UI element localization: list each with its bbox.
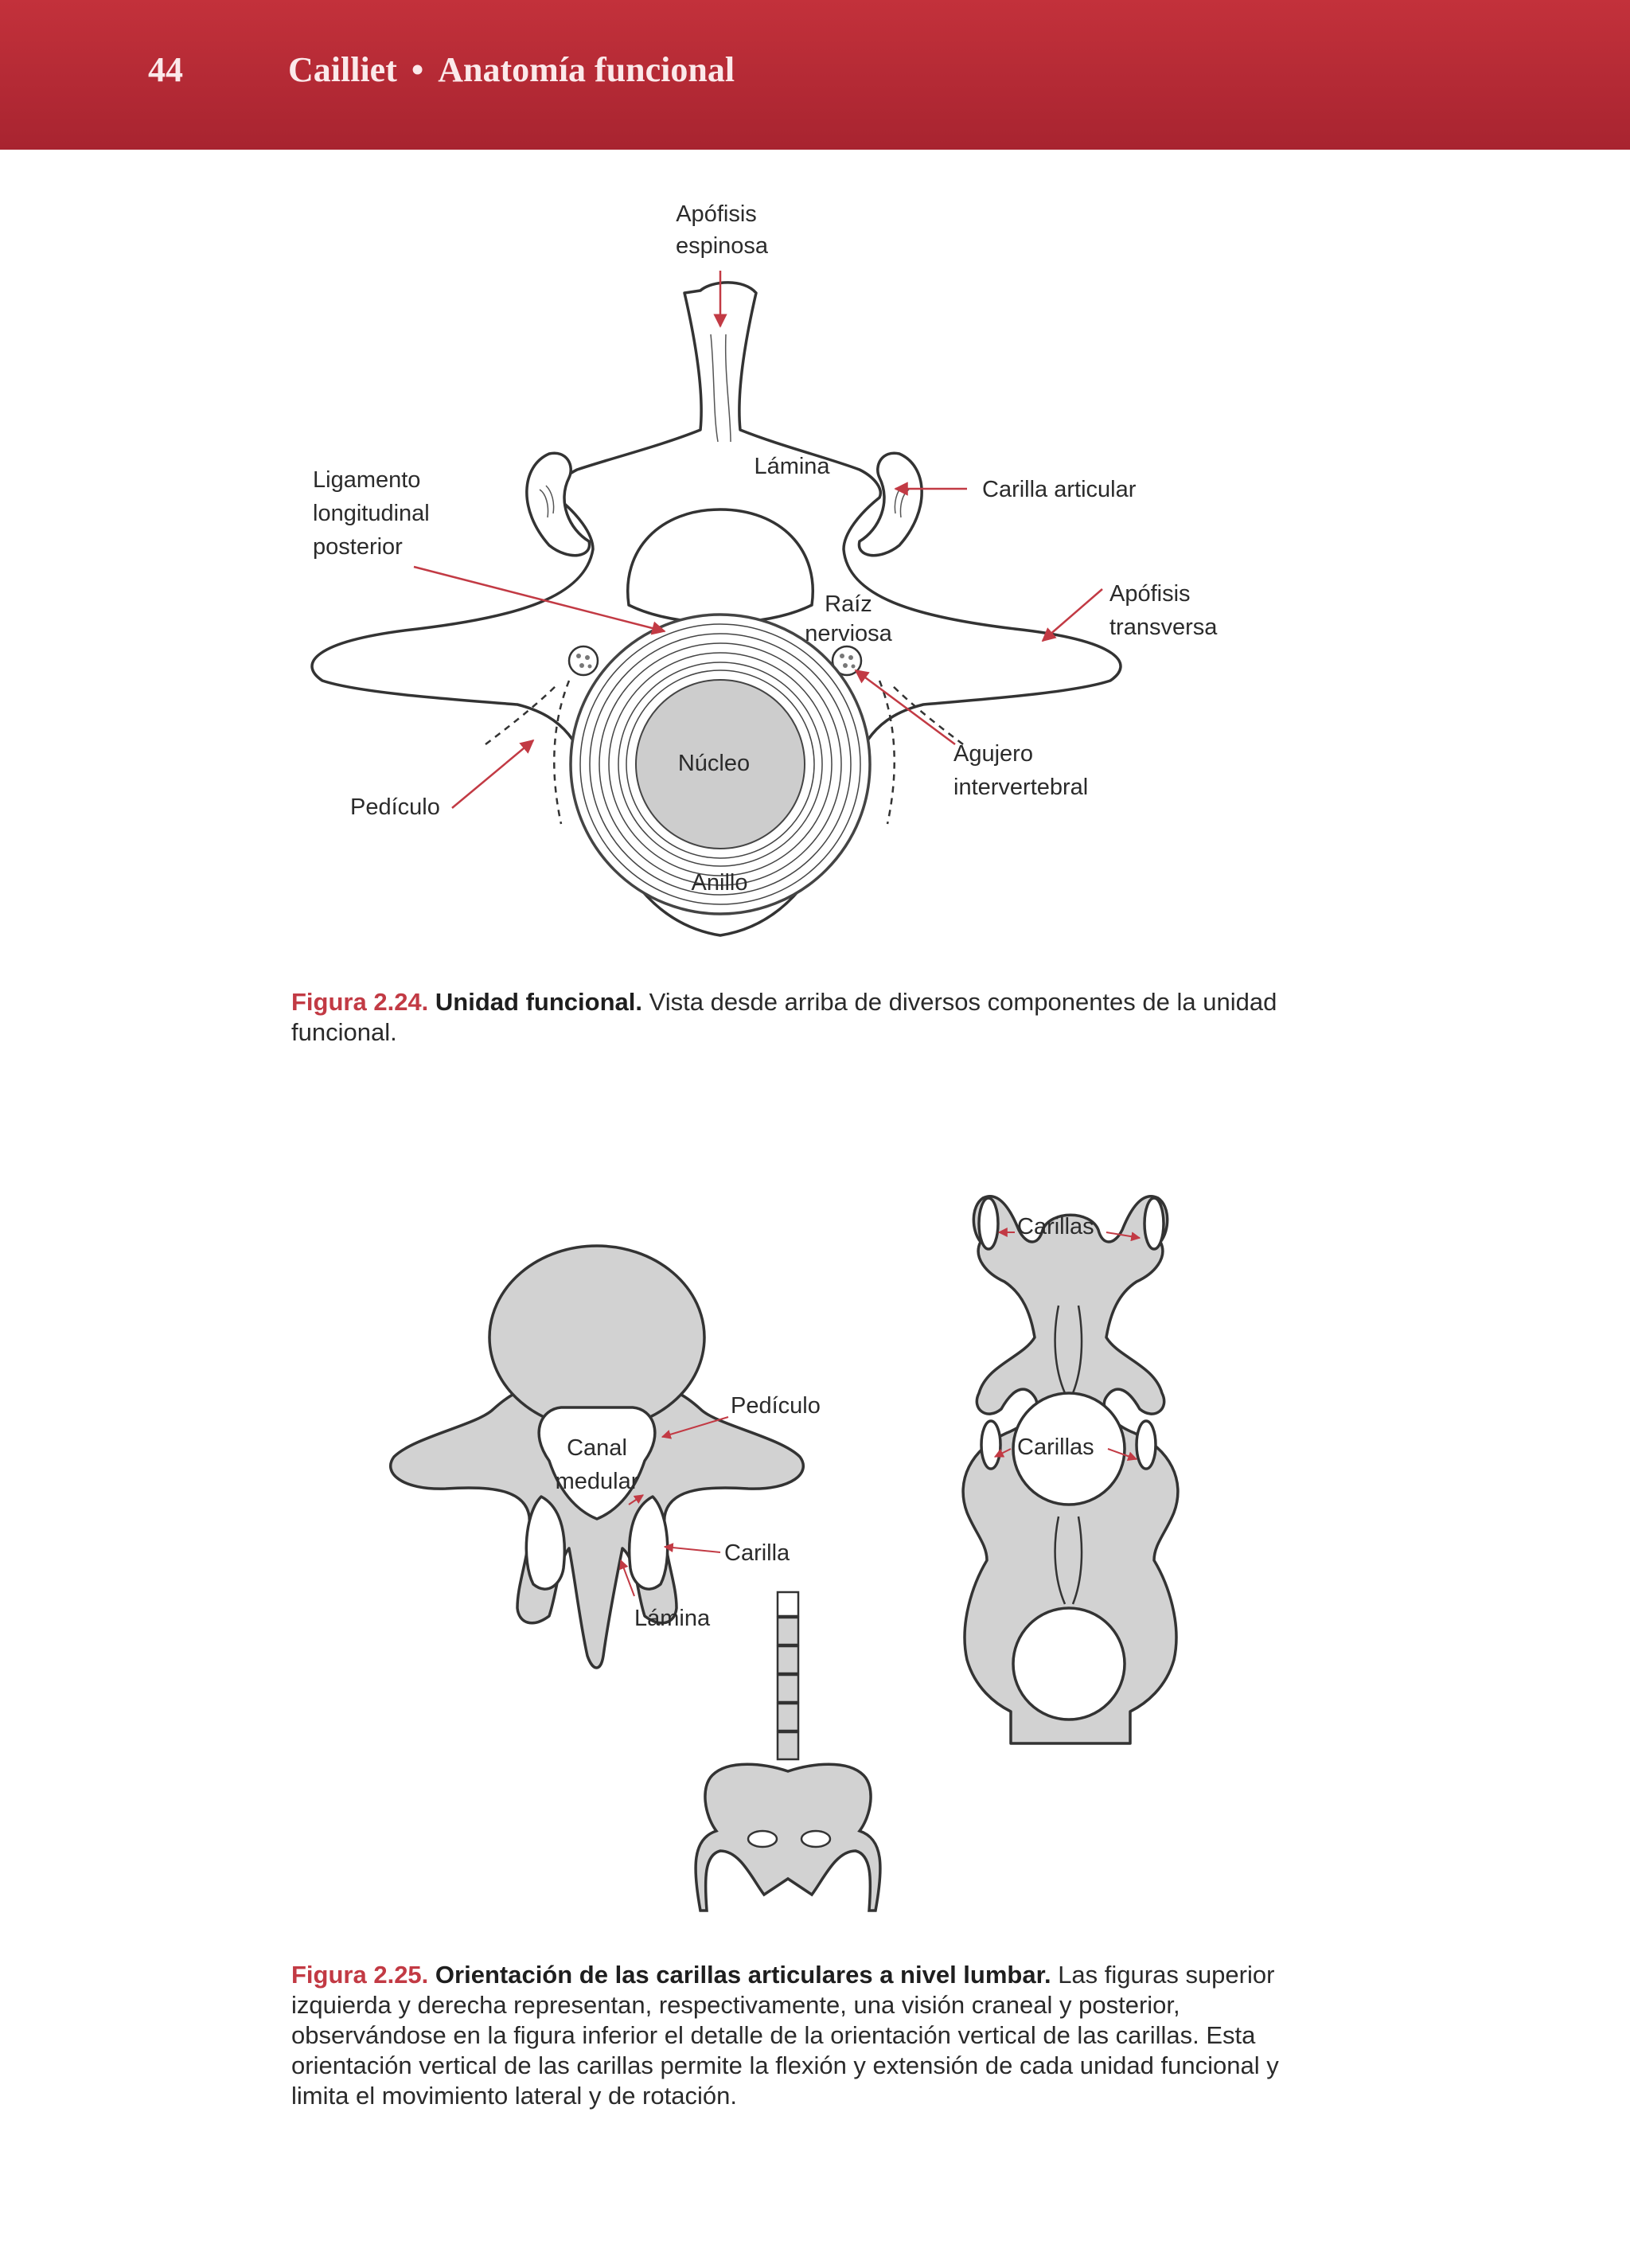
caption-2-25-title: Orientación de las carillas articulares a nivel lumbar. [435, 1961, 1051, 1989]
vertebral-body [489, 1246, 704, 1429]
label-ligament-3: posterior [313, 534, 403, 560]
caption-2-24-number: Figura 2.24. [291, 988, 429, 1016]
label-canal-2: medular [555, 1469, 639, 1494]
caption-2-25-number: Figura 2.25. [291, 1961, 429, 1989]
label-spinous-2: espinosa [675, 233, 769, 259]
label-pedicle-2: Pedículo [731, 1393, 821, 1419]
book-title: Anatomía funcional [438, 50, 735, 89]
running-title [288, 49, 735, 90]
label-facet-2: Carilla [724, 1540, 790, 1566]
label-transverse-1: Apófisis [1109, 581, 1191, 607]
label-annulus: Anillo [691, 870, 748, 896]
label-root-1: Raíz [825, 591, 872, 617]
label-ligament-2: longitudinal [313, 501, 430, 526]
caption-2-24-title: Unidad funcional. [435, 988, 642, 1016]
label-foramen-1: Agujero [953, 741, 1033, 767]
label-facet: Carilla articular [982, 477, 1137, 502]
posterior-view-column [963, 1196, 1178, 1743]
label-nucleus: Núcleo [677, 751, 751, 776]
caption-2-24-text: Vista desde arriba de diversos componentes de la unidad funcional. [291, 988, 1277, 1046]
figure-2-25-facet-diagram [0, 1178, 1630, 1942]
caption-2-25-text: Las figuras superior izquierda y derecha representan, respectivamente, una visión craneal y posterior, observándose en la figura inferior el detalle de la orientación vertical de las carillas. Esta orientación vertical de las carillas permite la flexión y extensión de cada unidad funcional y limita el movimiento lateral y de rotación. [291, 1961, 1279, 2110]
label-lamina: Lámina [754, 454, 830, 479]
mid-right-facet [1137, 1421, 1156, 1469]
label-pedicle: Pedículo [350, 794, 440, 820]
figure-2-24-vertebra-diagram [0, 183, 1630, 963]
caption-figure-2-24 [291, 987, 1282, 1048]
label-lamina-2: Lámina [634, 1606, 711, 1631]
label-canal-1: Canal [567, 1435, 627, 1461]
mid-left-facet [981, 1421, 1000, 1469]
page-header [0, 0, 1630, 150]
caption-figure-2-25 [291, 1960, 1282, 2111]
left-nerve-root [569, 646, 598, 675]
label-facets-top: Carillas [1017, 1214, 1094, 1239]
lumbar-spine-and-pelvis [696, 1592, 880, 1911]
posterior-foramen-lower [1013, 1608, 1125, 1720]
label-foramen-2: intervertebral [953, 775, 1089, 800]
label-facets-mid: Carillas [1017, 1435, 1094, 1460]
label-spinous-1: Apófisis [676, 201, 757, 227]
label-transverse-2: transversa [1109, 615, 1218, 640]
author-name: Cailliet [288, 50, 397, 89]
title-separator: • [411, 50, 424, 89]
label-root-2: nerviosa [805, 621, 892, 646]
page-number: 44 [148, 50, 183, 89]
top-left-facet [979, 1198, 998, 1249]
top-right-facet [1145, 1198, 1164, 1249]
pelvis [696, 1764, 880, 1911]
label-ligament-1: Ligamento [313, 467, 421, 493]
